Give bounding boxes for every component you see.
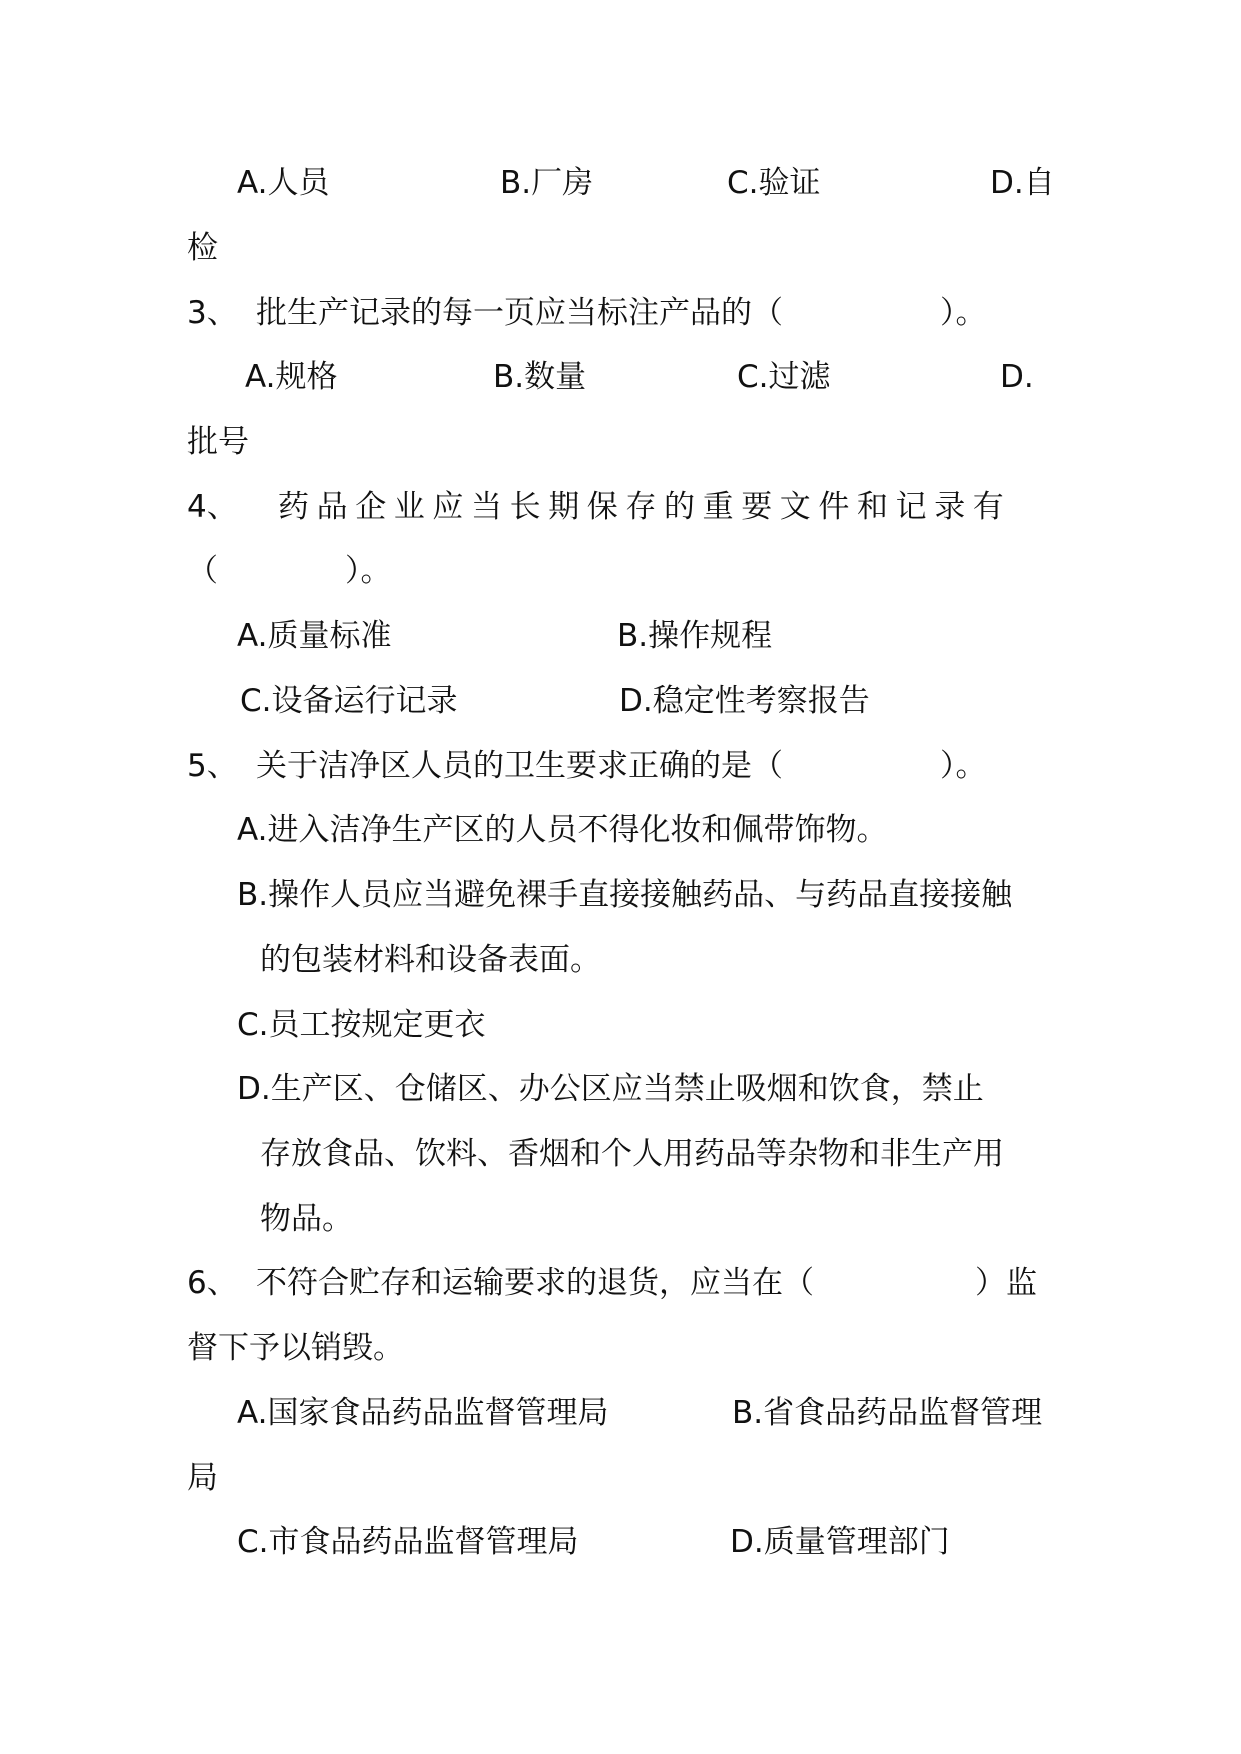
q5-stem-close: ）。: [940, 748, 987, 784]
q5-option-d: D.生产区、仓储区、办公区应当禁止吸烟和饮食，禁止: [237, 1071, 984, 1107]
q3-option-a: A.规格: [245, 359, 338, 395]
q6-option-c: C.市食品药品监督管理局: [237, 1524, 579, 1560]
q3-option-d: D.: [1000, 359, 1034, 395]
q6-option-b: B.省食品药品监督管理: [732, 1395, 1043, 1431]
q6-stem-wrap: 督下予以销毁。: [187, 1330, 404, 1366]
q5-option-b-wrap: 的包装材料和设备表面。: [260, 942, 601, 978]
q2-option-a: A.人员: [237, 165, 330, 201]
q4-option-d: D.稳定性考察报告: [619, 683, 870, 719]
q4-blank-open: （: [187, 553, 218, 589]
q5-number: 5、: [187, 748, 238, 784]
q6-option-a: A.国家食品药品监督管理局: [237, 1395, 609, 1431]
q3-option-c: C.过滤: [737, 359, 831, 395]
q4-option-a: A.质量标准: [237, 618, 392, 654]
q2-option-d-wrap: 检: [187, 230, 218, 266]
q5-stem: 关于洁净区人员的卫生要求正确的是（: [256, 748, 783, 784]
q3-stem: 批生产记录的每一页应当标注产品的（: [256, 295, 783, 331]
q5-option-c: C.员工按规定更衣: [237, 1007, 486, 1043]
q2-option-b: B.厂房: [500, 165, 594, 201]
q5-option-b: B.操作人员应当避免裸手直接接触药品、与药品直接接触: [237, 877, 1013, 913]
q4-stem: 药品企业应当长期保存的重要文件和记录有: [278, 489, 1012, 525]
q6-number: 6、: [187, 1265, 238, 1301]
q4-option-c: C.设备运行记录: [240, 683, 458, 719]
q4-blank-close: ）。: [345, 553, 392, 589]
q5-option-d-wrap-2: 物品。: [260, 1201, 353, 1237]
q3-option-d-wrap: 批号: [187, 424, 249, 460]
q4-number: 4、: [187, 489, 238, 525]
q3-stem-close: ）。: [940, 295, 987, 331]
q6-stem-close: ）监: [975, 1265, 1037, 1301]
q6-option-d: D.质量管理部门: [730, 1524, 950, 1560]
q2-option-d: D.自: [990, 165, 1055, 201]
q4-option-b: B.操作规程: [617, 618, 773, 654]
q6-stem: 不符合贮存和运输要求的退货，应当在（: [256, 1265, 814, 1301]
q5-option-d-wrap-1: 存放食品、饮料、香烟和个人用药品等杂物和非生产用: [260, 1136, 1004, 1172]
q3-option-b: B.数量: [493, 359, 587, 395]
q6-option-b-wrap: 局: [187, 1460, 218, 1496]
q5-option-a: A.进入洁净生产区的人员不得化妆和佩带饰物。: [237, 812, 888, 848]
q3-number: 3、: [187, 295, 238, 331]
q2-option-c: C.验证: [727, 165, 821, 201]
